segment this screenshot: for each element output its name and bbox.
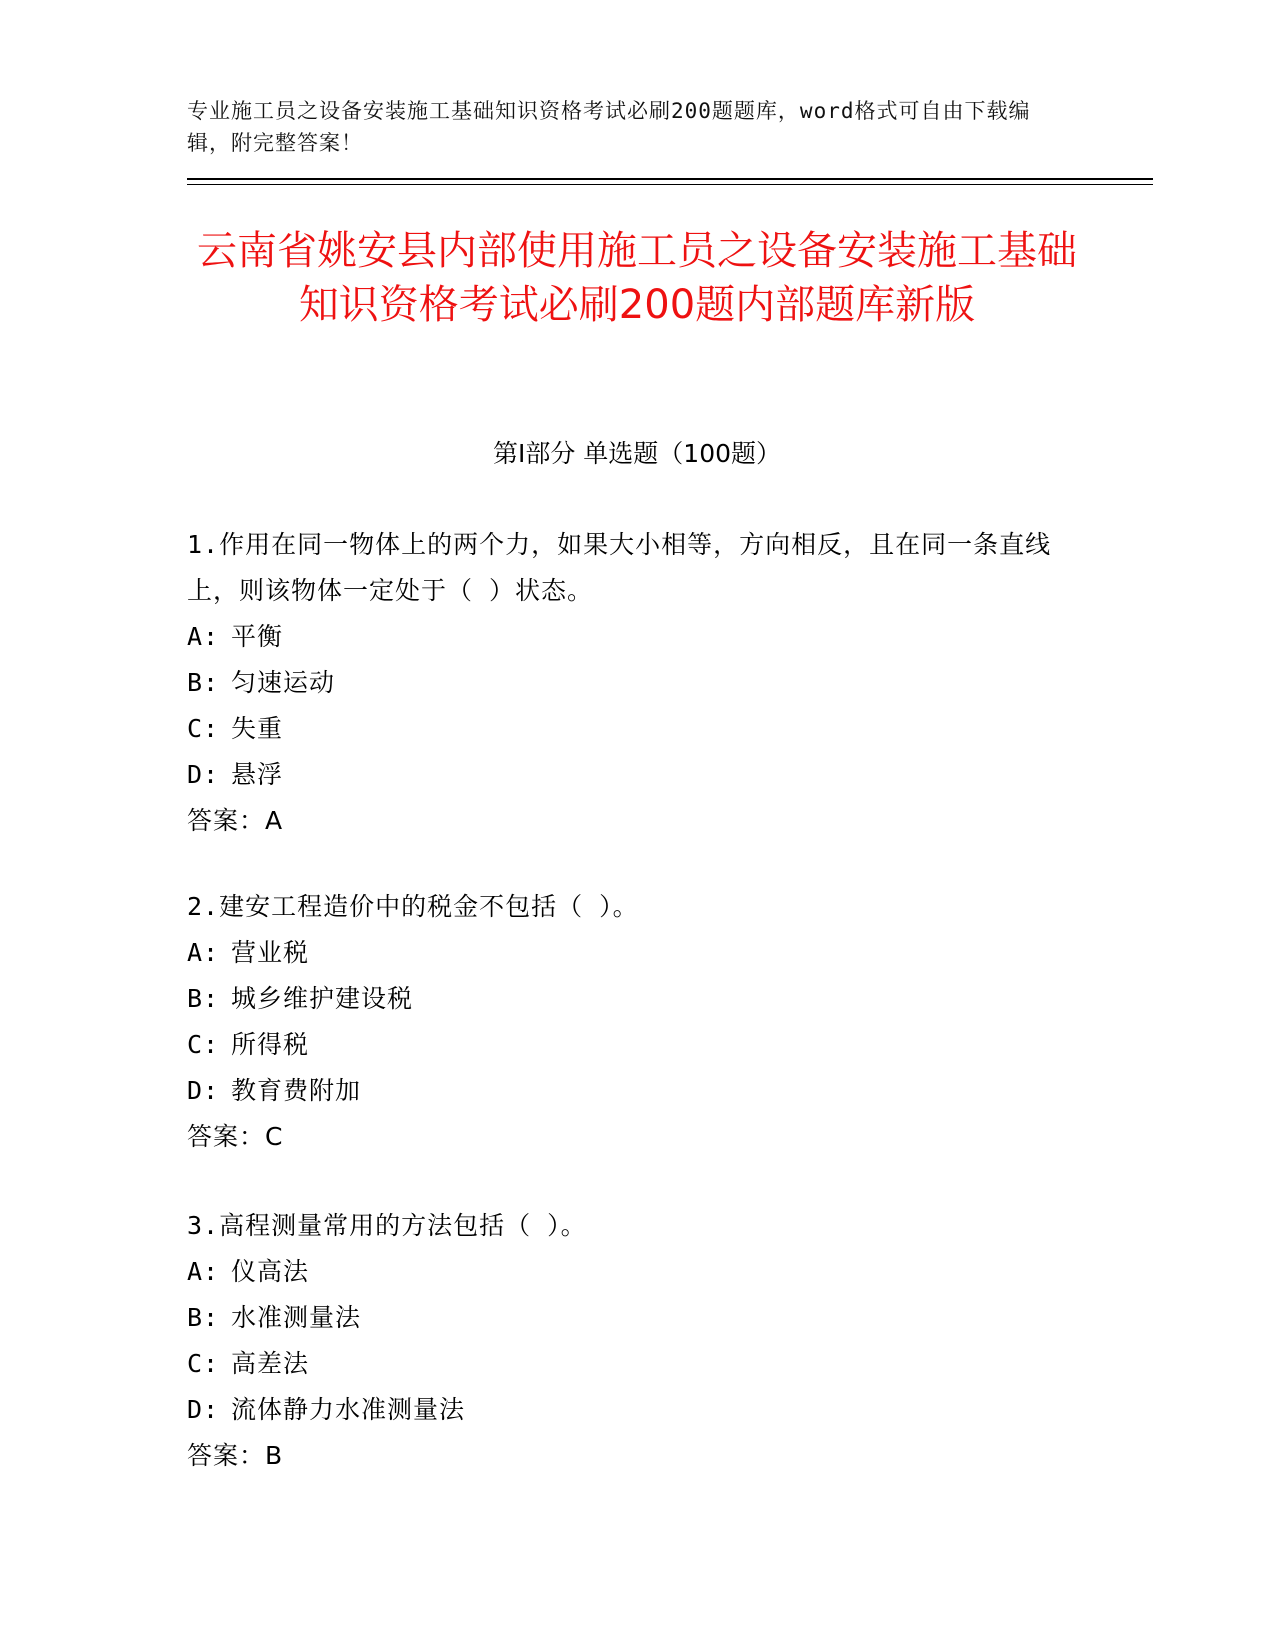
option-letter: B: — [187, 1303, 220, 1332]
option-letter: B: — [187, 984, 220, 1013]
option-b — [187, 660, 1067, 706]
header-divider-thick — [187, 178, 1153, 180]
option-text: 高差法 — [231, 1349, 310, 1378]
option-d — [187, 752, 1067, 798]
option-text: 流体静力水准测量法 — [231, 1395, 466, 1424]
document-title: 云南省姚安县内部使用施工员之设备安装施工基础知识资格考试必刷200题内部题库新版 — [197, 228, 1077, 328]
option-letter: A: — [187, 1257, 220, 1286]
option-letter: C: — [187, 1030, 220, 1059]
question-2 — [187, 884, 1067, 1160]
option-text: 城乡维护建设税 — [231, 984, 414, 1013]
option-letter: D: — [187, 1076, 220, 1105]
option-c — [187, 1022, 1067, 1068]
header-divider-thin — [187, 184, 1153, 185]
option-b — [187, 976, 1067, 1022]
option-text: 教育费附加 — [231, 1076, 362, 1105]
question-3 — [187, 1203, 1067, 1479]
intro-text: 专业施工员之设备安装施工基础知识资格考试必刷200题题库，word格式可自由下载编辑，附完整答案！ — [187, 99, 1031, 155]
option-text: 营业税 — [231, 938, 310, 967]
answer-line: 答案：A — [187, 806, 284, 835]
option-text: 匀速运动 — [231, 668, 336, 697]
option-c — [187, 706, 1067, 752]
option-letter: B: — [187, 668, 220, 697]
section-title: 第I部分 单选题（100题） — [492, 439, 782, 468]
option-d — [187, 1068, 1067, 1114]
option-text: 失重 — [231, 714, 284, 743]
option-text: 仪高法 — [231, 1257, 310, 1286]
option-text: 平衡 — [231, 622, 284, 651]
option-letter: D: — [187, 760, 220, 789]
option-letter: A: — [187, 938, 220, 967]
option-c — [187, 1341, 1067, 1387]
option-a — [187, 930, 1067, 976]
answer-line: 答案：C — [187, 1122, 284, 1151]
option-letter: D: — [187, 1395, 220, 1424]
option-letter: C: — [187, 1349, 220, 1378]
question-1 — [187, 522, 1067, 844]
option-letter: C: — [187, 714, 220, 743]
option-text: 水准测量法 — [231, 1303, 362, 1332]
option-a — [187, 1249, 1067, 1295]
option-d — [187, 1387, 1067, 1433]
question-stem: 3.高程测量常用的方法包括（ ）。 — [187, 1211, 587, 1240]
option-text: 所得税 — [231, 1030, 310, 1059]
option-a — [187, 614, 1067, 660]
answer-line: 答案：B — [187, 1441, 284, 1470]
question-stem: 1.作用在同一物体上的两个力，如果大小相等，方向相反，且在同一条直线上，则该物体一定处于（ ）状态。 — [187, 530, 1052, 605]
question-stem: 2.建安工程造价中的税金不包括（ ）。 — [187, 892, 639, 921]
option-text: 悬浮 — [231, 760, 284, 789]
option-b — [187, 1295, 1067, 1341]
option-letter: A: — [187, 622, 220, 651]
